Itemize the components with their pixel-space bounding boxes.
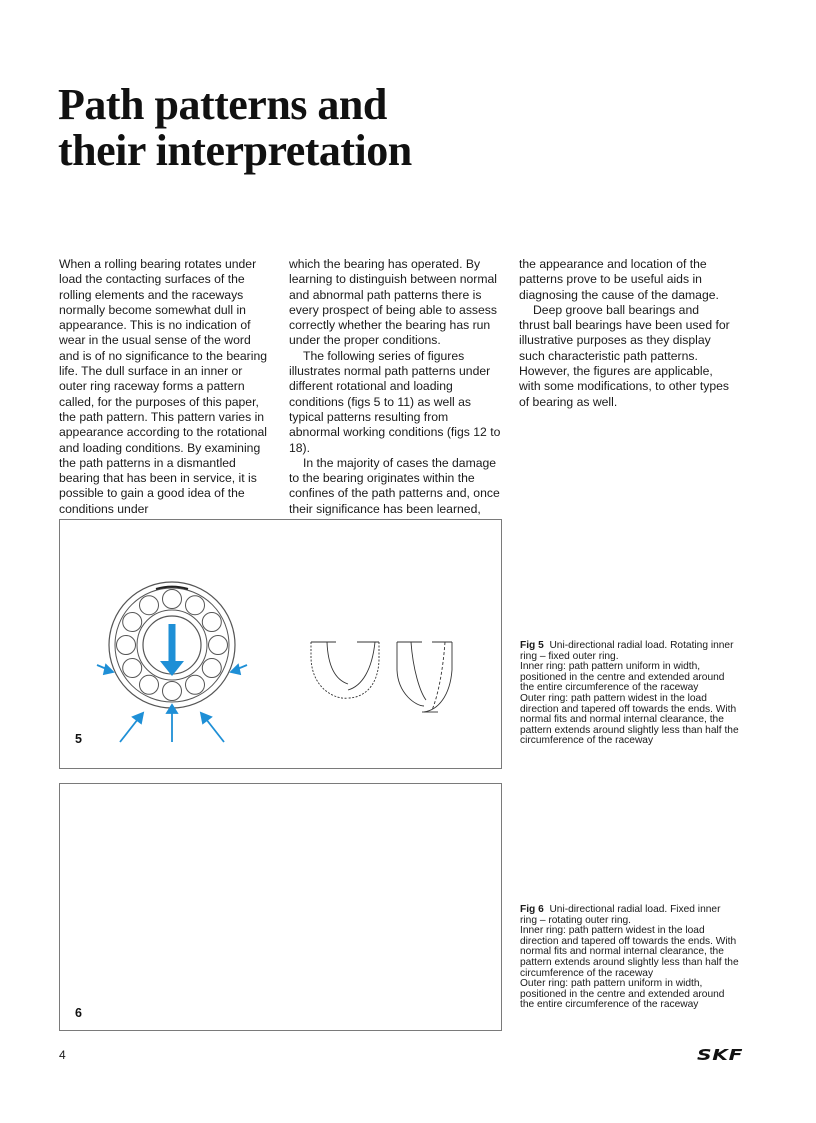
raceway-sections — [311, 642, 452, 712]
paragraph: which the bearing has operated. By learning to distinguish between normal and abnormal path patterns there is every prospect of being able to assess correctly whether the bearing has run under the proper conditions. — [289, 257, 497, 348]
ball — [123, 613, 142, 632]
figure-number: 5 — [75, 732, 82, 746]
ball — [163, 590, 182, 609]
caption-label: Fig 6 — [520, 904, 544, 915]
ball — [186, 596, 205, 615]
title-line-2: their interpretation — [58, 126, 412, 175]
title-line-1: Path patterns and — [58, 80, 387, 129]
figure-5 — [59, 519, 502, 769]
text-column-1 — [59, 257, 272, 517]
figure-5-caption — [520, 641, 740, 747]
figure-6 — [59, 783, 502, 1031]
paragraph: the appearance and location of the patterns prove to be useful aids in diagnosing the cause of the damage. — [519, 257, 719, 302]
ball — [140, 675, 159, 694]
caption-label: Fig 5 — [520, 640, 544, 651]
paragraph: Deep groove ball bearings and thrust ball bearings have been used for illustrative purposes as they display such characteristic path patterns. However, the figures are applicable, with some modifications, to other types of bearing as well. — [519, 302, 730, 409]
caption-line: Outer ring: path pattern widest in the load direction and tapered off towards the ends. With normal fits and normal internal clearance, the pattern extends around slightly less than half the circumference of the raceway — [520, 692, 739, 747]
ball — [202, 613, 221, 632]
reaction-arrows — [97, 665, 247, 742]
text-column-3 — [519, 257, 732, 410]
ball — [117, 636, 136, 655]
caption-heading: Uni-directional radial load. Fixed inner ring – rotating outer ring. — [520, 904, 721, 926]
page-title — [58, 82, 658, 174]
paragraph: The following series of figures illustrates normal path patterns under different rotational and loading conditions (figs 5 to 11) as well as typical patterns resulting from abnormal working conditions (figs 12 to 18). — [289, 348, 501, 455]
caption-heading: Uni-directional radial load. Rotating inner ring – fixed outer ring. — [520, 640, 734, 662]
caption-line: Inner ring: path pattern uniform in width, positioned in the centre and extended around the entire circumference of the raceway — [520, 661, 725, 694]
caption-line: Inner ring: path pattern widest in the load direction and tapered off towards the ends. With normal fits and normal internal clearance, the pattern extends around slightly less than half the circumference of the raceway — [520, 925, 739, 979]
load-arrow-head — [160, 661, 184, 676]
ball — [163, 682, 182, 701]
bearing-diagram-fig5 — [60, 520, 501, 768]
ball — [140, 596, 159, 615]
ball — [209, 636, 228, 655]
text-column-2 — [289, 257, 502, 517]
ball — [186, 675, 205, 694]
paragraph: In the majority of cases the damage to the bearing originates within the confines of the path patterns and, once their significance has been learned, — [289, 455, 500, 516]
page-number: 4 — [59, 1048, 66, 1062]
figure-6-caption — [520, 905, 740, 1011]
figure-number: 6 — [75, 1006, 82, 1020]
caption-line: Outer ring: path pattern uniform in width, positioned in the centre and extended around the entire circumference of the raceway — [520, 978, 725, 1011]
ball — [123, 659, 142, 678]
skf-logo: SKF — [697, 1046, 744, 1064]
ball — [202, 659, 221, 678]
paragraph: When a rolling bearing rotates under load the contacting surfaces of the rolling elements and the raceways normally become somewhat dull in appearance. This is no indication of wear in the usual sense of the word and is of no significance to the bearing life. The dull surface in an inner or outer ring raceway forms a pattern called, for the purposes of this paper, the path pattern. This pattern varies in appearance according to the rotational and loading conditions. By examining the path patterns in a dismantled bearing that has been in service, it is possible to gain a good idea of the conditions under — [59, 257, 268, 516]
